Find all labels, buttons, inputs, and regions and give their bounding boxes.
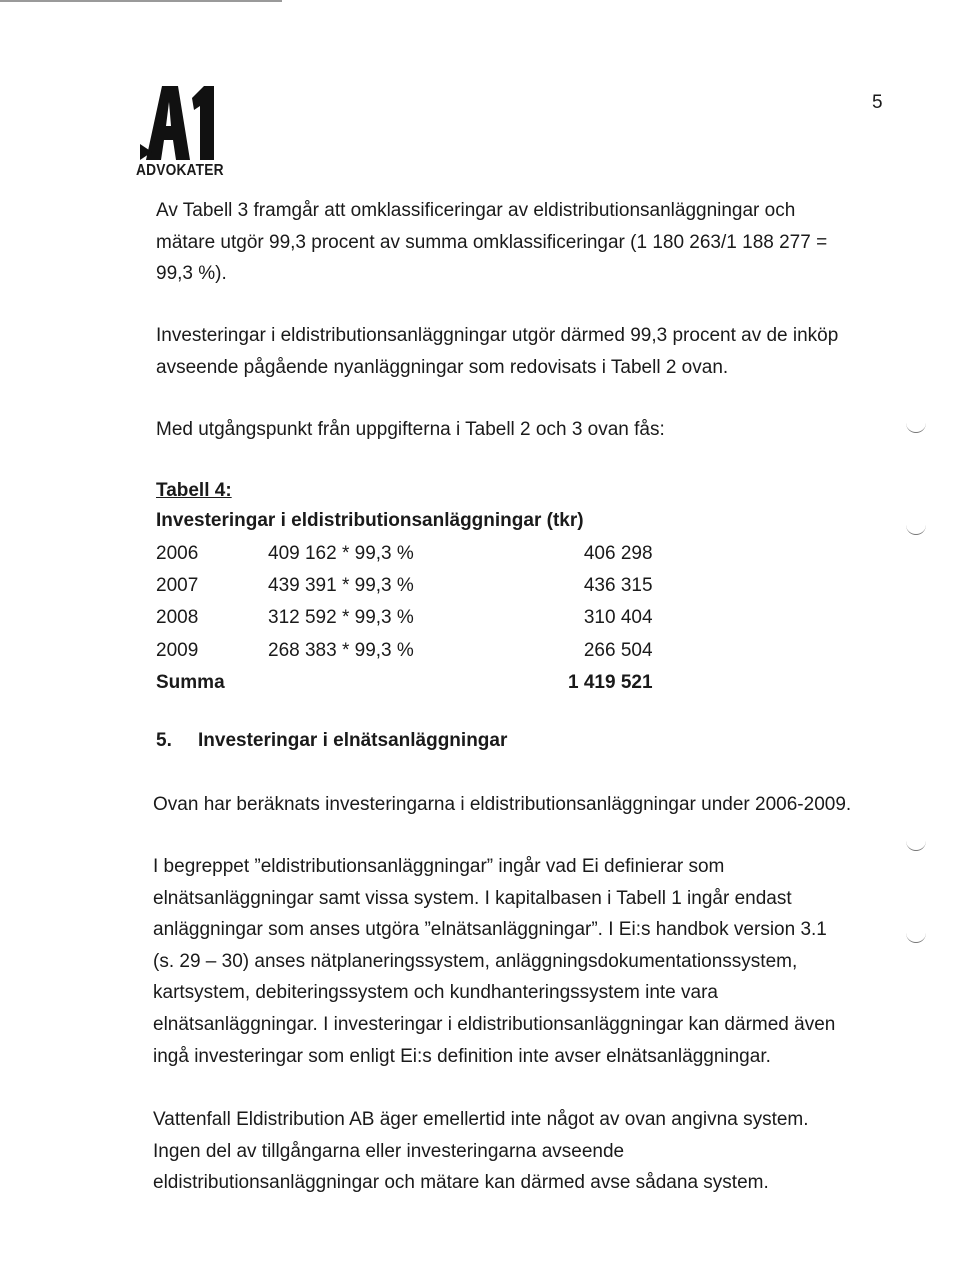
value-cell: 266 504: [583, 639, 653, 661]
sum-label: Summa: [156, 671, 225, 693]
year-cell: 2009: [156, 639, 199, 661]
calculation-cell: 439 391 * 99,3 %: [268, 575, 414, 597]
top-rule: [0, 0, 282, 2]
table-row: [156, 570, 653, 602]
paragraph-investeringar: Investeringar i eldistributionsanläggningar utgör därmed 99,3 procent av de inköp avseende pågående nyanläggningar som redovisats i Tabell 2 ovan.: [156, 325, 839, 378]
scan-mark: [906, 522, 926, 535]
table-sum-row: [156, 667, 653, 699]
logo-wordmark: ADVOKATER: [136, 162, 224, 179]
firm-logo: [136, 82, 224, 182]
scan-mark: [906, 420, 926, 433]
page-number: 5: [872, 92, 883, 113]
year-cell: 2008: [156, 607, 199, 629]
table-label: Tabell 4:: [156, 480, 232, 501]
scan-mark: [906, 838, 926, 851]
scan-mark: [906, 930, 926, 943]
section-title: Investeringar i elnätsanläggningar: [198, 730, 508, 751]
sum-value: 1 419 521: [568, 671, 653, 693]
table-row: [156, 538, 653, 570]
paragraph-vattenfall: Vattenfall Eldistribution AB äger emellertid inte något av ovan angivna system. Ingen del av tillgångarna eller investeringarna avseende eldistributionsanläggningar och mätare kan därmed avse sådana system.: [153, 1109, 809, 1194]
table-row: [156, 635, 653, 667]
sum-spacer: [268, 667, 568, 699]
table-row: [156, 602, 653, 634]
calculation-cell: 312 592 * 99,3 %: [268, 607, 414, 629]
year-cell: 2006: [156, 543, 199, 565]
year-cell: 2007: [156, 575, 199, 597]
paragraph-beraknats: Ovan har beräknats investeringarna i eldistributionsanläggningar under 2006-2009.: [153, 794, 852, 815]
value-cell: 406 298: [583, 543, 653, 565]
investment-table: [156, 538, 653, 699]
paragraph-utgangspunkt: Med utgångspunkt från uppgifterna i Tabell 2 och 3 ovan fås:: [156, 419, 665, 440]
section-heading: [156, 730, 507, 752]
value-cell: 436 315: [583, 575, 653, 597]
calculation-cell: 268 383 * 99,3 %: [268, 639, 414, 661]
paragraph-begreppet: I begreppet ”eldistributionsanläggningar” ingår vad Ei definierar som elnätsanläggningar samt vissa system. I kapitalbasen i Tabell 1 ingår endast anläggningar som anses utgöra ”elnätsanläggningar”. I Ei:s handbok version 3.1 (s. 29 – 30) anses nätplaneringssystem, anläggningsdokumentationssystem, kartsystem, debiteringssystem och kundhanteringssystem inte vara elnätsanläggningar. I investeringar i eldistributionsanläggningar kan därmed även ingå investeringar som enligt Ei:s definition inte avser elnätsanläggningar.: [153, 856, 836, 1067]
paragraph-omklassificeringar: Av Tabell 3 framgår att omklassificeringar av eldistributionsanläggningar och mätare utgör 99,3 procent av summa omklassificeringar (1 180 263/1 188 277 = 99,3 %).: [156, 200, 828, 285]
value-cell: 310 404: [583, 607, 653, 629]
a1-logo-mark: [140, 82, 216, 162]
table-title: Investeringar i eldistributionsanläggningar (tkr): [156, 510, 584, 531]
calculation-cell: 409 162 * 99,3 %: [268, 543, 414, 565]
section-number: 5.: [156, 730, 172, 751]
